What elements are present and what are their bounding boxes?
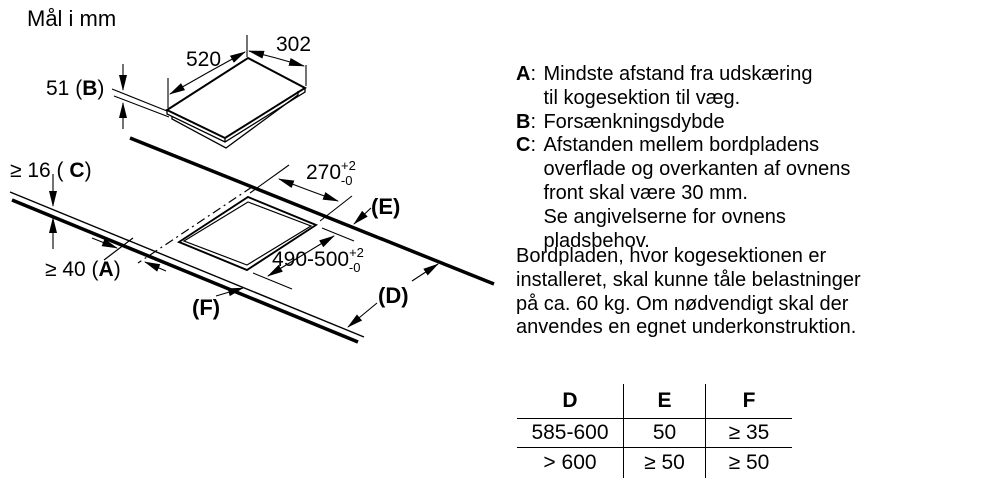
label-d: (D) [378, 283, 409, 308]
label-e: (E) [371, 194, 401, 219]
table-row [517, 419, 792, 448]
hob-depth-label: 520 [186, 48, 222, 71]
legend-item [516, 111, 886, 135]
label-d-arrow [348, 303, 377, 327]
legend-colon: : [530, 63, 537, 85]
note-line: på ca. 60 kg. Om nødvendigt skal der [516, 292, 849, 315]
legend-letter: C [516, 134, 531, 157]
legend-item [516, 63, 886, 111]
ext-line [114, 96, 169, 117]
ext-line [250, 165, 289, 193]
worktop-thickness-label: ≥ 16 ( C) [10, 159, 92, 182]
note-line: anvendes en egnet underkonstruktion. [516, 316, 857, 339]
table-cell: 50 [624, 419, 706, 448]
dim-302-line [276, 58, 304, 66]
legend-line: Se angivelserne for ovnens pladsbehov. [543, 205, 786, 252]
table-header-d: D [517, 384, 624, 419]
table-header-e: E [624, 384, 706, 419]
dim-270-line [279, 179, 308, 190]
spec-table [517, 384, 792, 478]
legend-colon: : [530, 110, 537, 133]
legend-colon: : [530, 134, 537, 157]
legend-letter: A [516, 63, 531, 85]
ext-line [253, 273, 292, 289]
load-note [516, 245, 896, 340]
ext-line [112, 89, 167, 111]
note-line: Bordpladen, hvor kogesektionen er [516, 245, 827, 267]
table-cell: ≥ 35 [706, 419, 793, 448]
label-d-arrow [412, 264, 438, 281]
legend-letter: B [516, 110, 531, 133]
table-cell: ≥ 50 [728, 451, 770, 474]
table-header-f: F [706, 384, 793, 419]
cutout-width-label: $270^{+2}$ -0 [306, 158, 356, 188]
table-cell: 585-600 [517, 419, 624, 448]
legend-item [516, 134, 886, 253]
legend-line: overflade og overkanten af ovnens [543, 158, 851, 181]
ext-line [322, 228, 354, 241]
cutout-depth-label: $490-500^{+2}$ -0 [272, 245, 364, 275]
label-e-arrow [354, 208, 371, 224]
legend-line: front skal være 30 mm. [543, 181, 748, 204]
legend-line: Mindste afstand fra udskæring [543, 63, 813, 85]
label-f: (F) [192, 295, 221, 320]
table-row [517, 448, 792, 479]
legend-line: Forsænkningsdybde [543, 110, 725, 133]
legend-line: til kogesektion til væg. [543, 86, 741, 109]
legend-line: Afstanden mellem bordpladens [543, 134, 820, 157]
hob-edge-dashed-line [138, 187, 252, 263]
note-line: installeret, skal kunne tåle belastninger [516, 268, 861, 291]
dim-302-line [249, 51, 276, 58]
table-cell: ≥ 50 [624, 448, 706, 479]
legend [516, 63, 886, 253]
hob-width-label: 302 [276, 33, 312, 56]
page-title: Mål i mm [27, 6, 117, 31]
hob-recess-label: 51 (B) [46, 77, 105, 100]
wall-distance-label: ≥ 40 (A) [45, 258, 121, 281]
dim-270-line [308, 190, 338, 201]
table-cell: > 600 [517, 448, 624, 479]
